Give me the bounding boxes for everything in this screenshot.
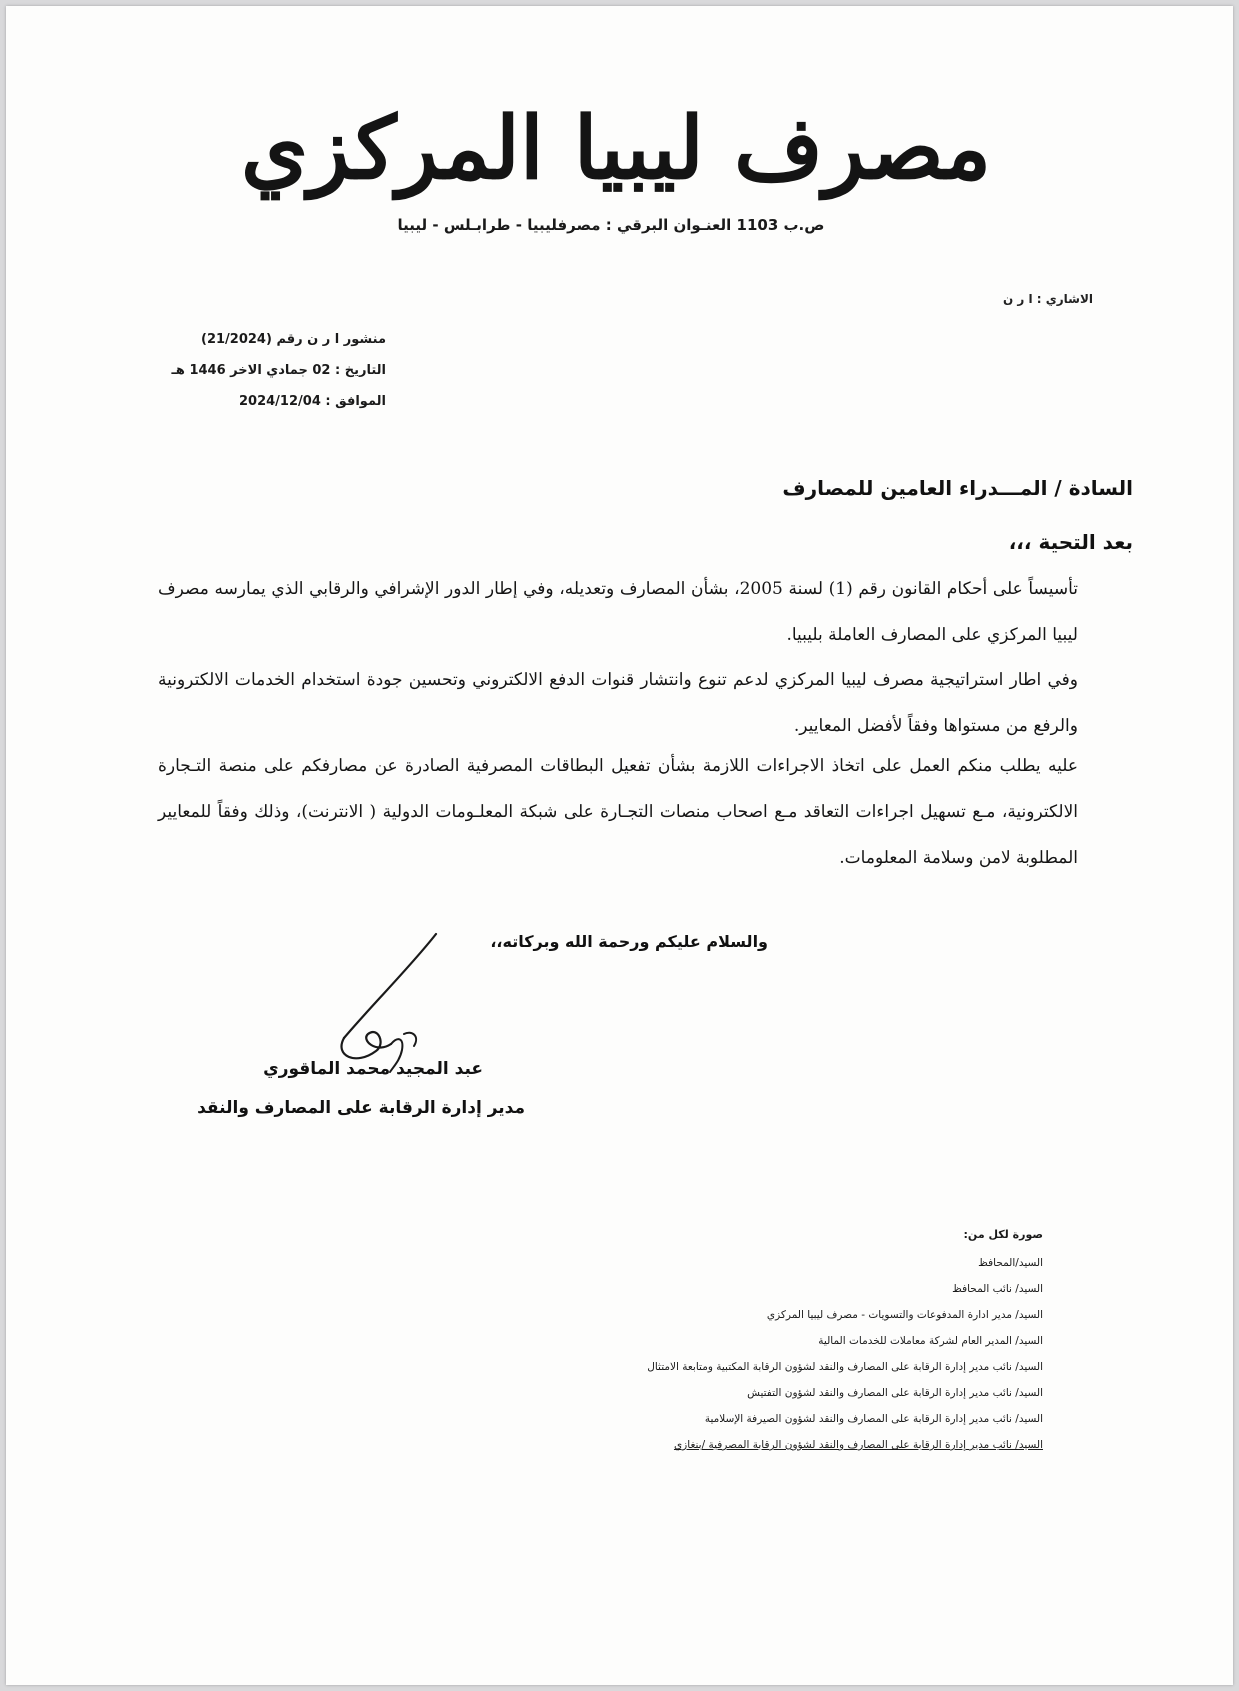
copy-recipient: السيد/ مدير ادارة المدفوعات والتسويات - مصرف ليبيا المركزي [766,1309,1043,1321]
copy-recipient: السيد/ نائب مدير إدارة الرقابة على المصارف والنقد لشؤون التفتيش [747,1387,1043,1399]
signatory-title: مدير إدارة الرقابة على المصارف والنقد [197,1098,525,1118]
addressee: السادة / المـــدراء العامين للمصارف [782,476,1133,500]
circular-meta [171,324,386,417]
copies-heading: صورة لكل من: [963,1228,1043,1241]
copy-recipient: السيد/ نائب مدير إدارة الرقابة على المصارف والنقد لشؤون الصيرفة الإسلامية [704,1413,1043,1425]
signatory-name: عبد المجيد محمد الماقوري [263,1059,483,1079]
copy-recipient: السيد/المحافظ [978,1257,1043,1269]
copy-recipient: السيد/ نائب المحافظ [952,1283,1043,1295]
greeting: بعد التحية ،،، [1008,530,1133,554]
circular-number: منشور ا ر ن رقم (21/2024) [201,332,386,347]
letter-page [6,6,1233,1685]
central-bank-logo [240,86,992,206]
copies-list [563,1250,1043,1458]
circular-date-gregorian: الموافق : 2024/12/04 [239,394,386,409]
reference-code: الاشاري : ا ر ن [1002,292,1093,306]
copy-recipient: السيد/ المدير العام لشركة معاملات للخدمات المالية [818,1335,1043,1347]
handwritten-signature [316,926,446,1076]
closing-salutation: والسلام عليكم ورحمة الله وبركاته،، [490,932,768,951]
body-paragraph-1: تأسيساً على أحكام القانون رقم (1) لسنة 2005، بشأن المصارف وتعديله، وفي إطار الدور الإشرافي والرقابي الذي يمارسه مصرف ليبيا المركزي على المصارف العاملة بليبيا. [158,579,1078,645]
copy-recipient: السيد/ نائب مدير إدارة الرقابة على المصارف والنقد لشؤون الرقابة المصرفية /بنغازي [673,1439,1043,1451]
circular-date-hijri: التاريخ : 02 جمادي الاخر 1446 هـ [171,363,386,378]
svg-text:مصرف ليبيا المركزي: مصرف ليبيا المركزي [240,98,992,199]
copy-recipient: السيد/ نائب مدير إدارة الرقابة على المصارف والنقد لشؤون الرقابة المكتبية ومتابعة الامتثال [647,1361,1043,1373]
body-paragraph-2: وفي اطار استراتيجية مصرف ليبيا المركزي لدعم تنوع وانتشار قنوات الدفع الالكتروني وتحسين جودة استخدام الخدمات الالكترونية والرفع من مستواها وفقاً لأفضل المعايير. [158,670,1078,736]
body-paragraph-3: عليه يطلب منكم العمل على اتخاذ الاجراءات اللازمة بشأن تفعيل البطاقات المصرفية الصادرة عن مصارفكم على منصة التـجارة الالكترونية، مـع تسهيل اجراءات التعاقد مـع اصحاب منصات التجـارة على شبكة المعلـومات الدولية ( الانترنت)، وذلك وفقاً للمعايير المطلوبة لامن وسلامة المعلومات. [158,756,1078,868]
letterhead-address: ص.ب 1103 العنـوان البرقي : مصرفليبيا - طرابـلس - ليبيا [397,216,825,234]
